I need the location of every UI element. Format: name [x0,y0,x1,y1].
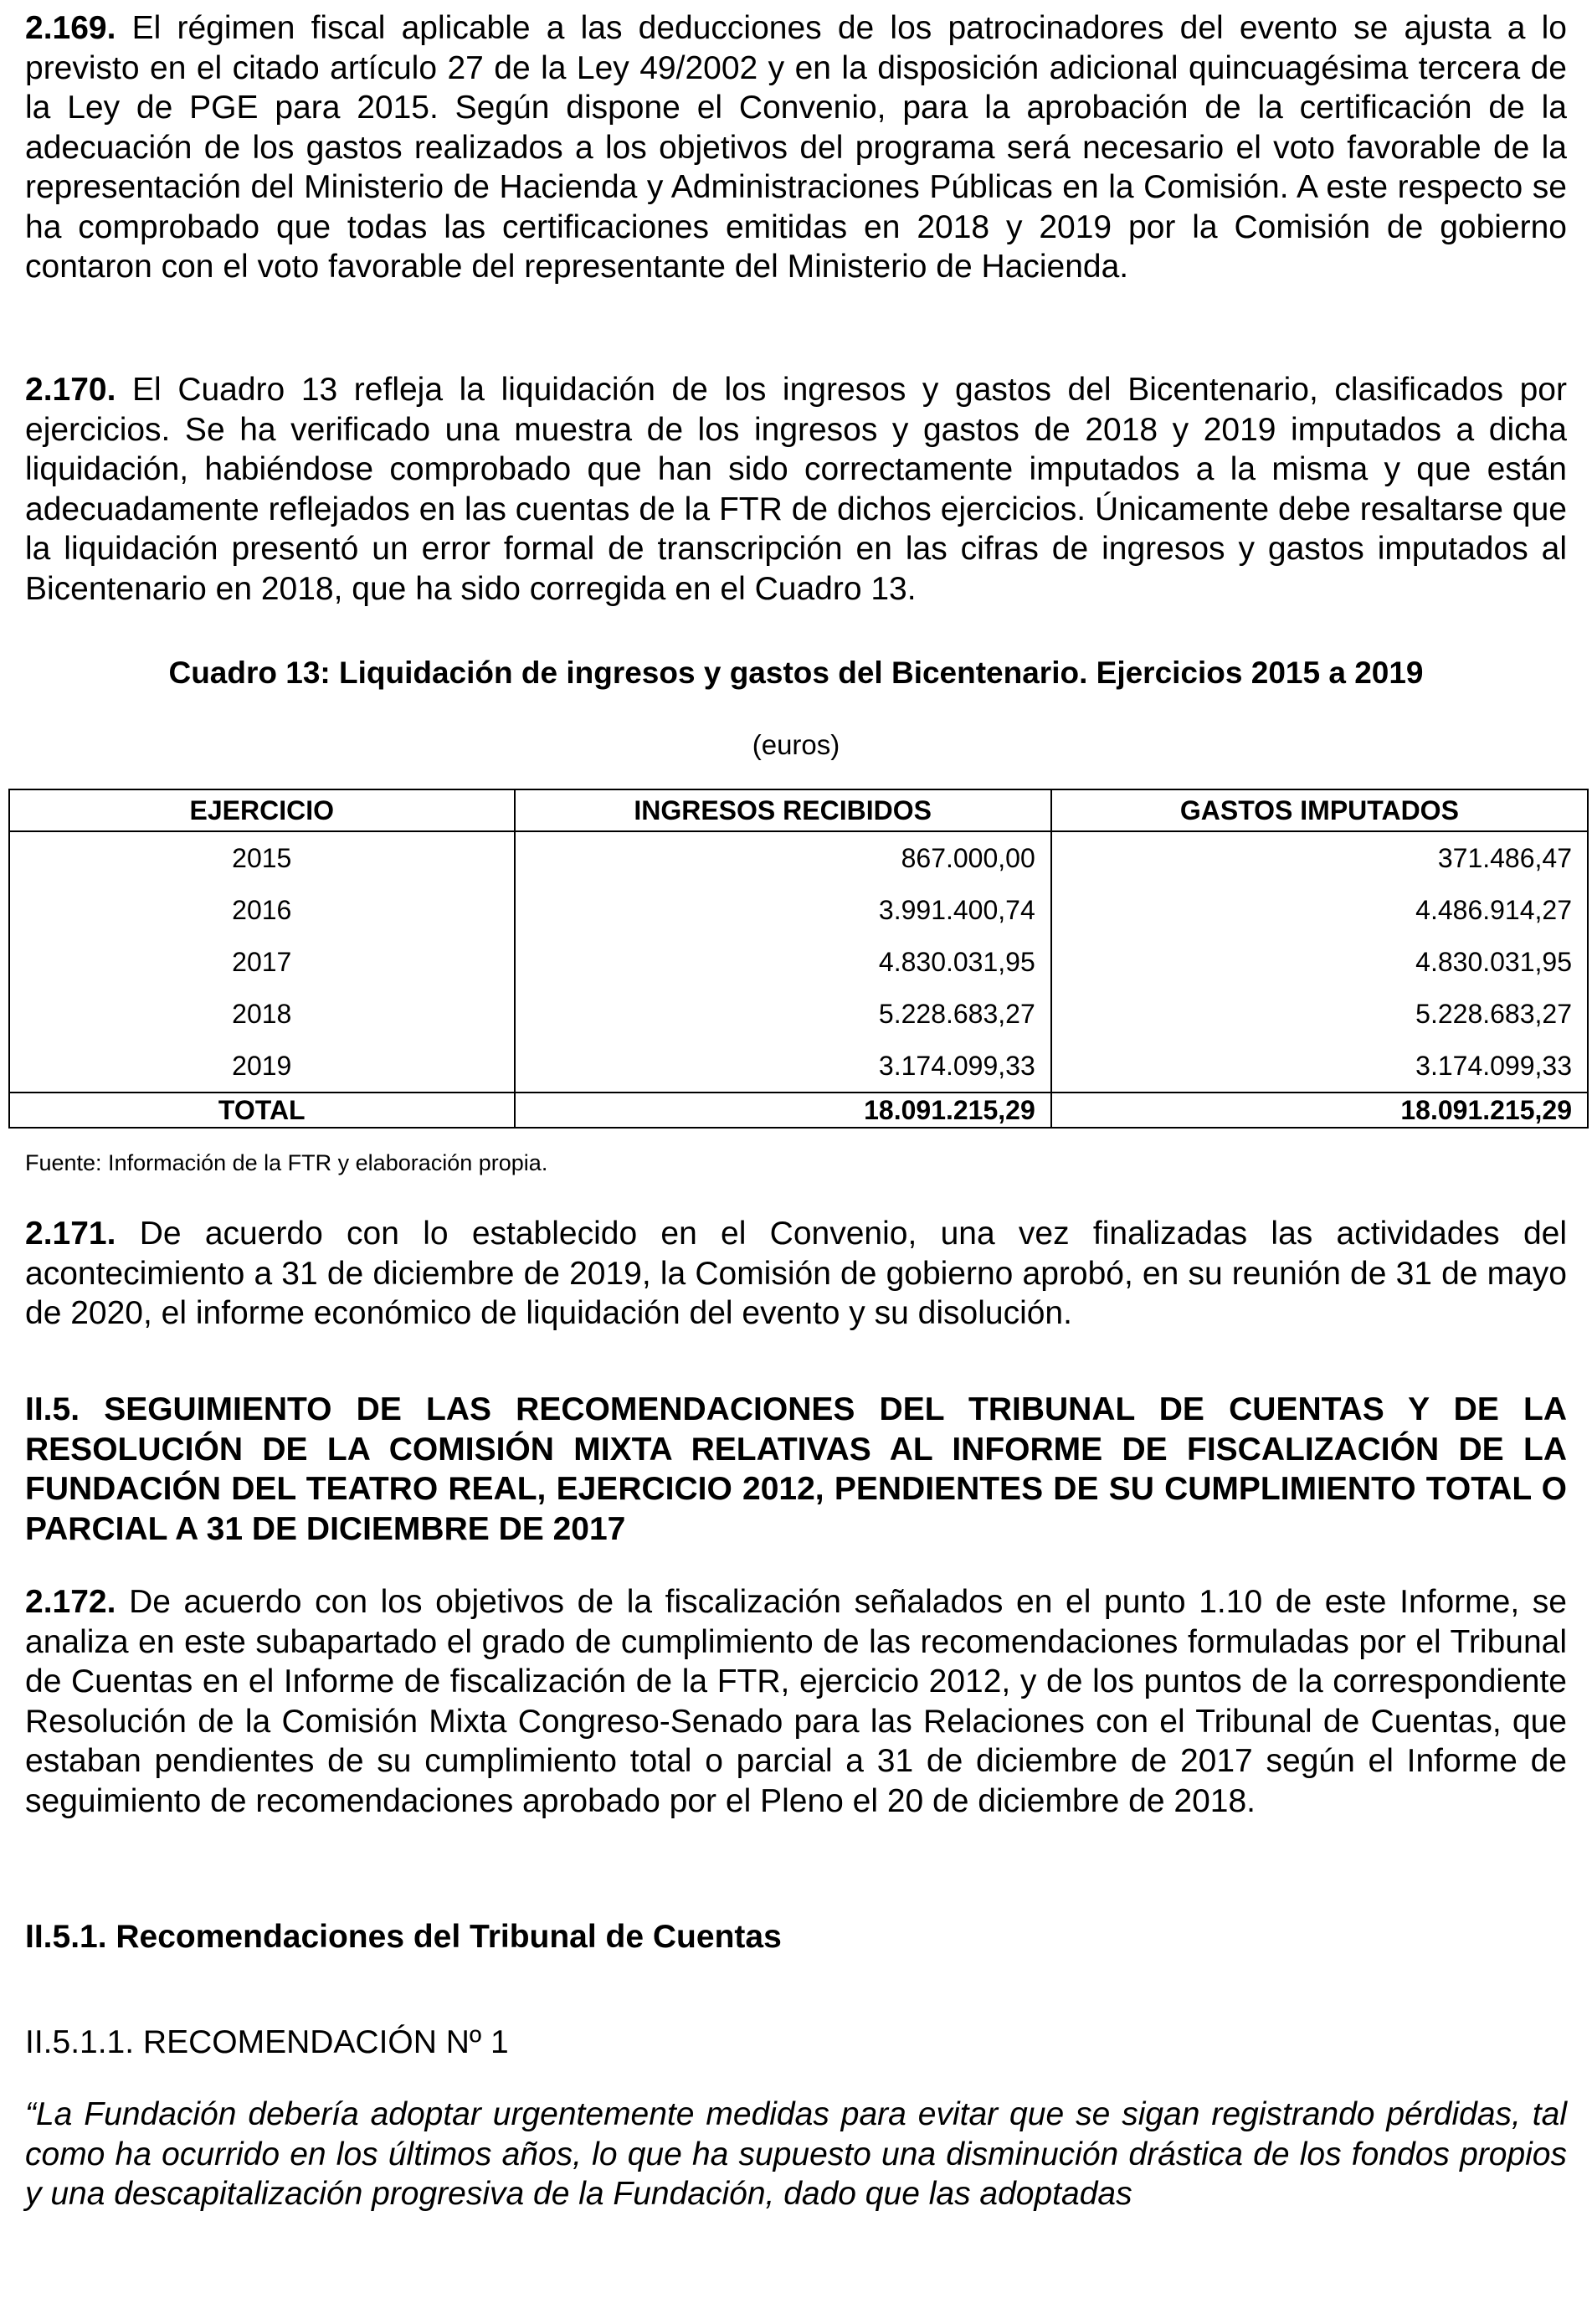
table-total-row [9,1093,1588,1128]
paragraph-text: De acuerdo con los objetivos de la fiscalización señalados en el punto 1.10 de este Informe, se analiza en este subapartado el grado de cumplimiento de las recomendaciones formuladas por el Tribunal de Cuentas en el Informe de fiscalización de la FTR, ejercicio 2012, y de los puntos de la correspondiente Resolución de la Comisión Mixta Congreso-Senado para las Relaciones con el Tribunal de Cuentas, que estaban pendientes de su cumplimiento total o parcial a 31 de diciembre de 2017 según el Informe de seguimiento de recomendaciones aprobado por el Pleno el 20 de diciembre de 2018. [25,1584,1567,1819]
subsection-heading: II.5.1. Recomendaciones del Tribunal de Cuentas [25,1919,782,1955]
cell-expense: 3.174.099,33 [1051,1040,1588,1093]
paragraph-2-170 [25,370,1567,609]
paragraph-2-169 [25,8,1567,287]
paragraph-number: 2.172. [25,1584,116,1620]
cell-year: 2019 [9,1040,515,1093]
paragraph-number: 2.171. [25,1216,116,1252]
paragraph-2-171 [25,1214,1567,1334]
cell-expense: 371.486,47 [1051,831,1588,884]
table-source: Fuente: Información de la FTR y elaboración propia. [25,1150,548,1175]
cell-total-expense: 18.091.215,29 [1051,1093,1588,1128]
cell-total-label: TOTAL [9,1093,515,1128]
paragraph-text: De acuerdo con lo establecido en el Convenio, una vez finalizadas las actividades del acontecimiento a 31 de diciembre de 2019, la Comisión de gobierno aprobó, en su reunión de 31 de mayo de 2020, el informe económico de liquidación del evento y su disolución. [25,1216,1567,1331]
cell-year: 2018 [9,988,515,1040]
paragraph-number: 2.170. [25,372,116,408]
cell-year: 2016 [9,884,515,936]
cell-income: 4.830.031,95 [515,936,1051,988]
column-header-gastos: GASTOS IMPUTADOS [1051,789,1588,831]
recommendation-heading: II.5.1.1. RECOMENDACIÓN Nº 1 [25,2024,509,2060]
cell-income: 3.991.400,74 [515,884,1051,936]
table-row [9,936,1588,988]
paragraph-2-172 [25,1582,1567,1821]
cell-expense: 4.830.031,95 [1051,936,1588,988]
column-header-ejercicio: EJERCICIO [9,789,515,831]
cell-total-income: 18.091.215,29 [515,1093,1051,1128]
table-units: (euros) [752,729,840,760]
table-row [9,988,1588,1040]
cell-income: 3.174.099,33 [515,1040,1051,1093]
table-header-row [9,789,1588,831]
cell-expense: 5.228.683,27 [1051,988,1588,1040]
paragraph-text: El régimen fiscal aplicable a las deducciones de los patrocinadores del evento se ajusta a lo previsto en el citado artículo 27 de la Ley 49/2002 y en la disposición adicional quincuagésima tercera de la Ley de PGE para 2015. Según dispone el Convenio, para la aprobación de la certificación de la adecuación de los gastos realizados a los objetivos del programa será necesario el voto favorable de la representación del Ministerio de Hacienda y Administraciones Públicas en la Comisión. A este respecto se ha comprobado que todas las certificaciones emitidas en 2018 y 2019 por la Comisión de gobierno contaron con el voto favorable del representante del Ministerio de Hacienda. [25,10,1567,285]
cell-expense: 4.486.914,27 [1051,884,1588,936]
section-heading: II.5. SEGUIMIENTO DE LAS RECOMENDACIONES DEL TRIBUNAL DE CUENTAS Y DE LA RESOLUCIÓN DE LA COMISIÓN MIXTA RELATIVAS AL INFORME DE FISCALIZACIÓN DE LA FUNDACIÓN DEL TEATRO REAL, EJERCICIO 2012, PENDIENTES DE SU CUMPLIMIENTO TOTAL O PARCIAL A 31 DE DICIEMBRE DE 2017 [25,1391,1567,1547]
paragraph-number: 2.169. [25,10,116,46]
cell-year: 2015 [9,831,515,884]
cell-year: 2017 [9,936,515,988]
paragraph-text: El Cuadro 13 refleja la liquidación de los ingresos y gastos del Bicentenario, clasificados por ejercicios. Se ha verificado una muestra de los ingresos y gastos de 2018 y 2019 imputados a dicha liquidación, habiéndose comprobado que han sido correctamente imputados a la misma y que están adecuadamente reflejados en las cuentas de la FTR de dichos ejercicios. Únicamente debe resaltarse que la liquidación presentó un error formal de transcripción en las cifras de ingresos y gastos imputados al Bicentenario en 2018, que ha sido corregida en el Cuadro 13. [25,372,1567,607]
liquidation-table [8,789,1589,1129]
cell-income: 5.228.683,27 [515,988,1051,1040]
cell-income: 867.000,00 [515,831,1051,884]
column-header-ingresos: INGRESOS RECIBIDOS [515,789,1051,831]
table-caption: Cuadro 13: Liquidación de ingresos y gastos del Bicentenario. Ejercicios 2015 a 2019 [168,656,1424,690]
table-row [9,831,1588,884]
table-row [9,1040,1588,1093]
table-row [9,884,1588,936]
recommendation-quote: “La Fundación debería adoptar urgentemente medidas para evitar que se sigan registrando pérdidas, tal como ha ocurrido en los últimos años, lo que ha supuesto una disminución drástica de los fondos propios y una descapitalización progresiva de la Fundación, dado que las adoptadas [25,2096,1567,2212]
